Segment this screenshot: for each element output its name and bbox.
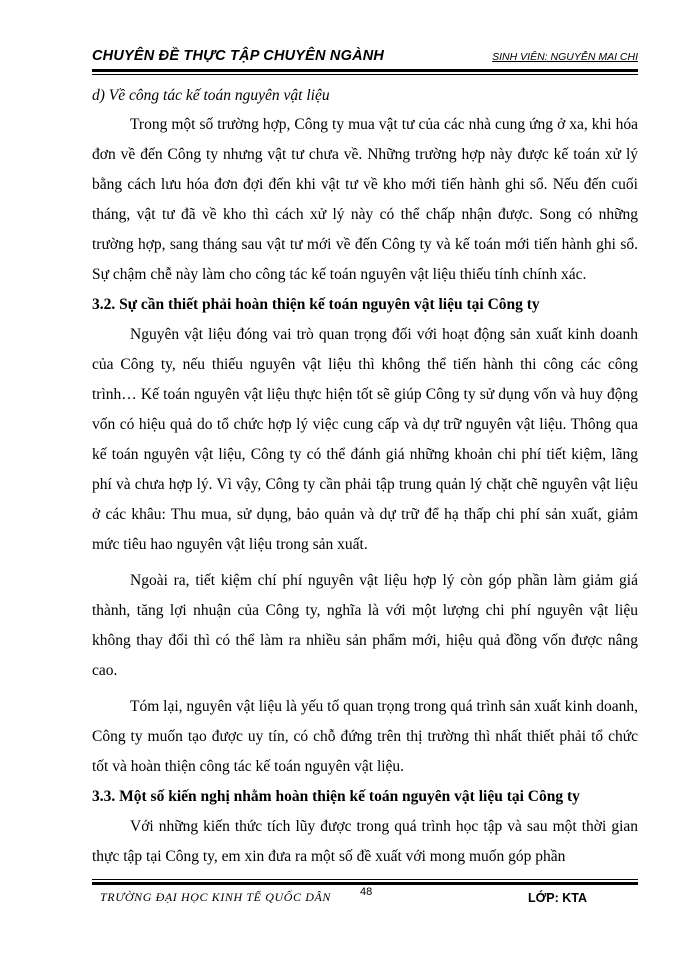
- footer-rule-thick: [92, 882, 638, 885]
- header-title: CHUYÊN ĐỀ THỰC TẬP CHUYÊN NGÀNH: [92, 48, 385, 64]
- subsection-heading: d) Về công tác kế toán nguyên vật liệu: [92, 87, 330, 104]
- header-rule-thin: [92, 74, 638, 75]
- paragraph-3: Ngoài ra, tiết kiệm chí phí nguyên vật liệu hợp lý còn góp phần làm giảm giá thành, tăng lợi nhuận của Công ty, nghĩa là với một lượng chi phí nguyên vật liệu không thay đổi thì có thể làm ra nhiều sản phẩm mới, hiệu quả đồng vốn được nâng cao.: [92, 572, 638, 679]
- paragraph-5: Với những kiến thức tích lũy được trong quá trình học tập và sau một thời gian thực tập tại Công ty, em xin đưa ra một số đề xuất với mong muốn góp phần: [92, 818, 638, 865]
- page-body: [92, 84, 638, 872]
- page-header: [92, 47, 638, 69]
- header-rule-thick: [92, 69, 638, 72]
- page-footer: [92, 888, 638, 912]
- section-heading-3-2: 3.2. Sự cần thiết phải hoàn thiện kế toán nguyên vật liệu tại Công ty: [92, 296, 540, 313]
- paragraph-4: Tóm lại, nguyên vật liệu là yếu tố quan trọng trong quá trình sản xuất kinh doanh, Công ty muốn tạo được uy tín, có chỗ đứng trên thị trường thì nhất thiết phải tổ chức tốt và hoàn thiện công tác kế toán nguyên vật liệu.: [92, 698, 638, 775]
- footer-school: TRƯỜNG ĐẠI HỌC KINH TẾ QUỐC DÂN: [100, 890, 331, 904]
- footer-class: LỚP: KTA: [528, 891, 588, 905]
- paragraph-1: Trong một số trường hợp, Công ty mua vật tư của các nhà cung ứng ở xa, khi hóa đơn về đến Công ty nhưng vật tư chưa về. Những trường hợp này được kế toán xử lý bằng cách lưu hóa đơn đợi đến khi vật tư về kho mới tiến hành ghi sổ. Nếu đến cuối tháng, vật tư đã về kho thì cách xử lý này có thể chấp nhận được. Song có những trường hợp, sang tháng sau vật tư mới về đến Công ty và kế toán mới tiến hành ghi sổ. Sự chậm chễ này làm cho công tác kế toán nguyên vật liệu thiếu tính chính xác.: [92, 116, 638, 283]
- footer-rule-thin: [92, 879, 638, 880]
- section-heading-3-3: 3.3. Một số kiến nghị nhằm hoàn thiện kế toán nguyên vật liệu tại Công ty: [92, 788, 580, 805]
- paragraph-2: Nguyên vật liệu đóng vai trò quan trọng đối với hoạt động sản xuất kinh doanh của Công ty, nếu thiếu nguyên vật liệu thì không thể tiến hành thi công các công trình… Kế toán nguyên vật liệu thực hiện tốt sẽ giúp Công ty sử dụng vốn và huy động vốn có hiệu quả do tổ chức hợp lý việc cung cấp và dự trữ nguyên vật liệu. Thông qua kế toán nguyên vật liệu, Công ty có thể đánh giá những khoản chi phí tiết kiệm, lãng phí và chưa hợp lý. Vì vậy, Công ty cần phải tập trung quản lý chặt chẽ nguyên vật liệu ở các khâu: Thu mua, sử dụng, bảo quản và dự trữ để hạ thấp chi phí sản xuất, giảm mức tiêu hao nguyên vật liệu trong sản xuất.: [92, 326, 638, 553]
- page-number: 48: [360, 886, 373, 898]
- header-author: SINH VIÊN: NGUYỄN MAI CHI: [492, 51, 638, 63]
